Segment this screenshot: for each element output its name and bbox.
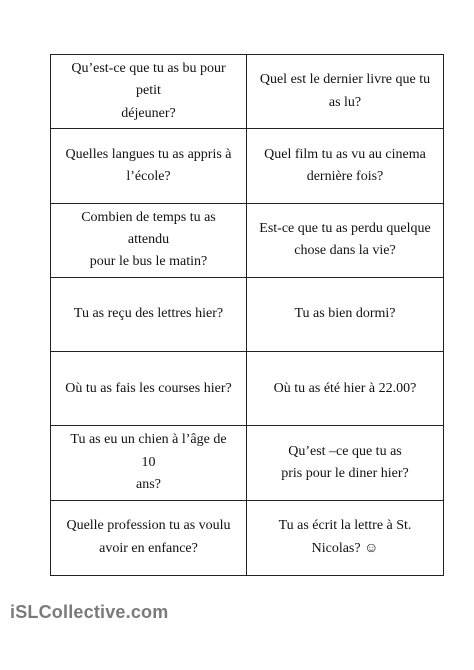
question-card: Tu as reçu des lettres hier? bbox=[51, 278, 247, 352]
question-card: Combien de temps tu as attendu pour le bus le matin? bbox=[51, 204, 247, 278]
question-card: Tu as écrit la lettre à St. Nicolas? ☺ bbox=[278, 518, 412, 556]
question-card: Quel est le dernier livre que tu as lu? bbox=[247, 55, 443, 129]
question-card: Tu as bien dormi? bbox=[247, 278, 443, 352]
question-card: Quelles langues tu as appris à l’école? bbox=[51, 129, 247, 203]
watermark-logo: iSLCollective.com bbox=[10, 602, 169, 622]
question-card: Qu’est –ce que tu as pris pour le diner hier? bbox=[247, 426, 443, 500]
question-card: Où tu as été hier à 22.00? bbox=[247, 352, 443, 426]
question-card-grid bbox=[50, 54, 444, 576]
question-card: Quel film tu as vu au cinema dernière fois? bbox=[247, 129, 443, 203]
question-card: Tu as eu un chien à l’âge de 10 ans? bbox=[51, 426, 247, 500]
question-card: Quelle profession tu as voulu avoir en enfance? bbox=[51, 501, 247, 575]
question-card: Où tu as fais les courses hier? bbox=[51, 352, 247, 426]
question-card: Qu’est-ce que tu as bu pour petit déjeuner? bbox=[51, 55, 247, 129]
question-card: Est-ce que tu as perdu quelque chose dans la vie? bbox=[247, 204, 443, 278]
